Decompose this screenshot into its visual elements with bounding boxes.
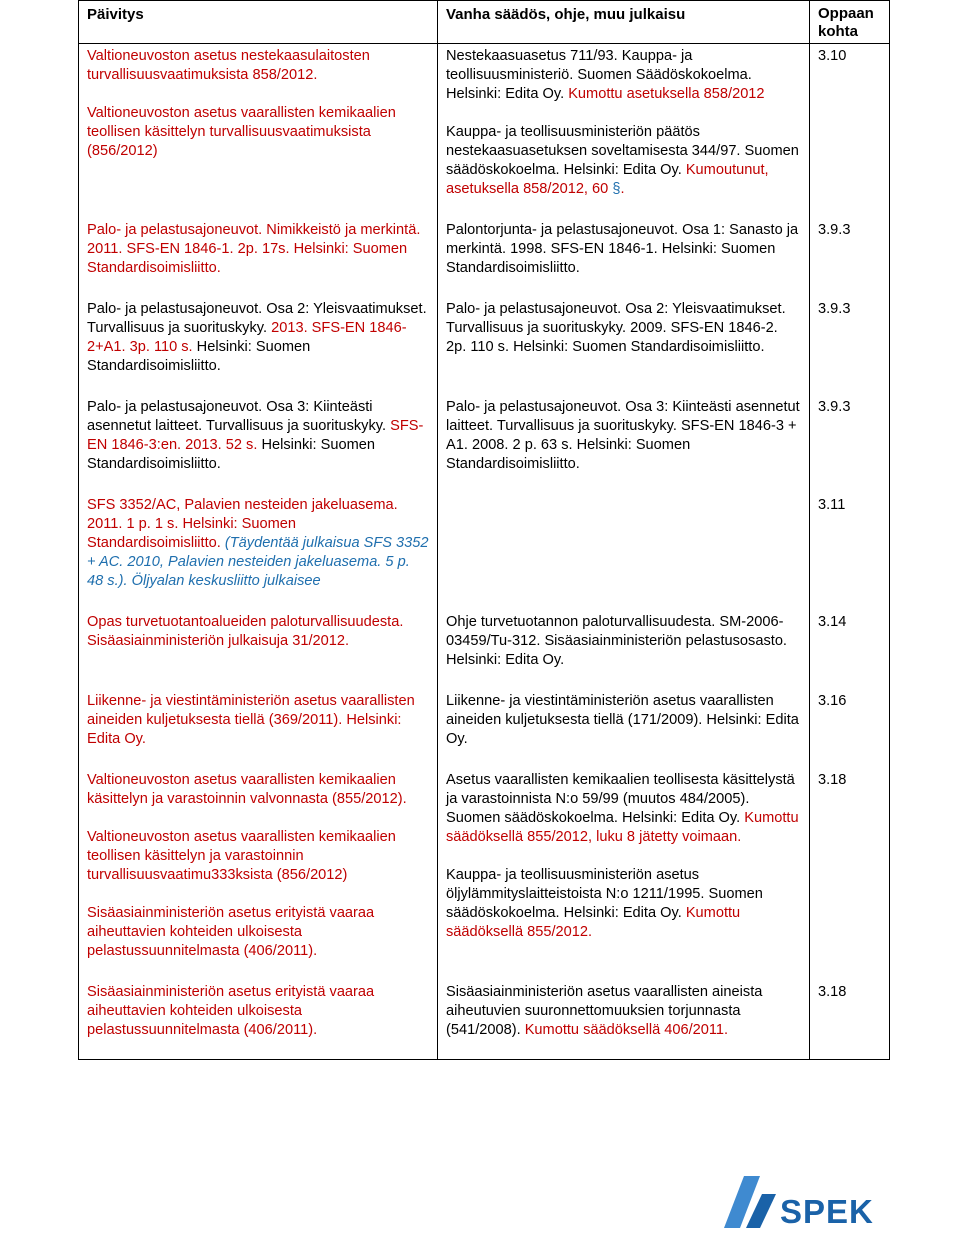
text-segment: Palo- ja pelastusajoneuvot. Osa 2: Yleisvaatimukset. Turvallisuus ja suorituskyky. xyxy=(87,301,427,336)
row-spacer xyxy=(87,961,430,980)
text-segment: Liikenne- ja viestintäministeriön asetus vaarallisten aineiden kuljetuksesta tiellä (171/2009). Helsinki: Edita Oy. xyxy=(446,693,799,747)
old-regulation-cell xyxy=(438,980,810,1060)
reference-entry xyxy=(446,398,802,474)
text-segment: Sisäasiainministeriön asetus erityistä vaaraa aiheuttavien kohteiden ulkoisesta pelastussuunnitelmasta (406/2011). xyxy=(87,905,375,959)
table-row xyxy=(79,44,890,219)
reference-entry xyxy=(446,300,802,357)
text-segment: Palo- ja pelastusajoneuvot. Osa 3: Kiinteästi asennetut laitteet. Turvallisuus ja suorituskyky. xyxy=(87,399,391,434)
table-row xyxy=(79,395,890,493)
text-segment: Öljyalan keskusliitto julkaisee xyxy=(131,573,321,589)
text-segment: Kumoutunut, asetuksella 858/2012, 60 xyxy=(446,162,769,197)
paragraph-gap xyxy=(446,104,802,123)
row-spacer xyxy=(446,942,802,961)
guide-section-cell: 3.9.3 xyxy=(810,297,890,395)
reference-entry xyxy=(446,983,802,1040)
reference-entry xyxy=(446,613,802,670)
table-row xyxy=(79,689,890,768)
row-spacer xyxy=(446,357,802,376)
reference-entry xyxy=(87,104,430,161)
paragraph-gap xyxy=(446,847,802,866)
row-spacer xyxy=(446,670,802,689)
text-segment: Sisäasiainministeriön asetus vaarallisten aineista aiheutuvien suuronnettomuuksien torjunnasta (541/2008). xyxy=(446,984,763,1038)
paragraph-gap xyxy=(87,809,430,828)
text-segment: Opas turvetuotantoalueiden paloturvallisuudesta. Sisäasiainministeriön julkaisuja 31/2012. xyxy=(87,614,404,649)
text-segment: Valtioneuvoston asetus vaarallisten kemikaalien teollisen käsittelyn ja varastoinnin turvallisuusvaatimu333ksista (856/2012) xyxy=(87,829,396,883)
text-segment: Nestekaasuasetus 711/93. Kauppa- ja teollisuusministeriö. Suomen Säädöskokoelma. Helsinki: Edita Oy. xyxy=(446,48,752,102)
header-old-regulation: Vanha säädös, ohje, muu julkaisu xyxy=(438,1,810,44)
spek-logo-mark xyxy=(718,1172,878,1230)
header-updates: Päivitys xyxy=(79,1,438,44)
reference-entry xyxy=(446,771,802,847)
logo-text: SPEK xyxy=(780,1193,874,1230)
text-segment: Kumottu säädöksellä 406/2011. xyxy=(524,1022,729,1038)
spek-logo xyxy=(718,1172,878,1230)
old-regulation-cell xyxy=(438,689,810,768)
text-segment: Kauppa- ja teollisuusministeriön asetus öljylämmityslaitteistoista N:o 1211/1995. Suomen säädöskokoelma. Helsinki: Edita Oy. xyxy=(446,867,763,921)
row-spacer xyxy=(87,591,430,610)
text-segment: Liikenne- ja viestintäministeriön asetus vaarallisten aineiden kuljetuksesta tiellä (369/2011). Helsinki: Edita Oy. xyxy=(87,693,415,747)
reference-entry xyxy=(87,47,430,85)
text-segment: Kumottu säädöksellä 855/2012. xyxy=(446,905,741,940)
header-guide-section: Oppaan kohta xyxy=(810,1,890,44)
guide-section-cell: 3.11 xyxy=(810,493,890,610)
paragraph-gap xyxy=(87,85,430,104)
text-segment: Sisäasiainministeriön asetus erityistä vaaraa aiheuttavien kohteiden ulkoisesta pelastussuunnitelmasta (406/2011). xyxy=(87,984,375,1038)
text-segment: Ohje turvetuotannon paloturvallisuudesta. SM-2006-03459/Tu-312. Sisäasiainministeriön pelastusosasto. Helsinki: Edita Oy. xyxy=(446,614,787,668)
table-row xyxy=(79,297,890,395)
reference-entry xyxy=(87,904,430,961)
row-spacer xyxy=(87,474,430,493)
regulation-table xyxy=(78,0,890,1060)
row-spacer xyxy=(446,278,802,297)
text-segment: Kumottu säädöksellä 855/2012, luku 8 jätetty voimaan. xyxy=(446,810,799,845)
row-spacer xyxy=(446,474,802,493)
reference-entry xyxy=(446,123,802,199)
update-cell xyxy=(79,493,438,610)
guide-section-cell: 3.10 xyxy=(810,44,890,219)
text-segment: Valtioneuvoston asetus vaarallisten kemikaalien teollisen käsittelyn turvallisuusvaatimuksista (856/2012) xyxy=(87,105,396,159)
table-header-row xyxy=(79,1,890,44)
update-cell xyxy=(79,610,438,689)
reference-entry xyxy=(446,866,802,942)
update-cell xyxy=(79,395,438,493)
table-row xyxy=(79,610,890,689)
reference-entry xyxy=(87,300,430,376)
reference-entry xyxy=(87,692,430,749)
paragraph-gap xyxy=(87,885,430,904)
guide-section-cell: 3.9.3 xyxy=(810,218,890,297)
guide-section-cell: 3.18 xyxy=(810,768,890,980)
update-cell xyxy=(79,768,438,980)
text-segment: Helsinki: Suomen Standardisoimisliitto. xyxy=(87,437,376,472)
reference-entry xyxy=(87,771,430,809)
table-row xyxy=(79,493,890,610)
text-segment: SFS-EN 1846-3:en. 2013. 52 s. xyxy=(87,418,424,453)
row-spacer xyxy=(446,1040,802,1059)
reference-entry xyxy=(87,613,430,651)
update-cell xyxy=(79,980,438,1060)
table-body xyxy=(79,44,890,1060)
guide-section-cell: 3.14 xyxy=(810,610,890,689)
old-regulation-cell xyxy=(438,44,810,219)
row-spacer xyxy=(87,1040,430,1059)
reference-entry xyxy=(87,496,430,591)
row-spacer xyxy=(87,376,430,395)
reference-entry xyxy=(446,692,802,749)
update-cell xyxy=(79,689,438,768)
row-spacer xyxy=(87,651,430,670)
text-segment: Palo- ja pelastusajoneuvot. Osa 2: Yleisvaatimukset. Turvallisuus ja suorituskyky. 2009. SFS-EN 1846-2. 2p. 110 s. Helsinki: Suomen Standardisoimisliitto. xyxy=(446,301,786,355)
old-regulation-cell xyxy=(438,768,810,980)
text-segment: Palo- ja pelastusajoneuvot. Osa 3: Kiinteästi asennetut laitteet. Turvallisuus ja suorituskyky. SFS-EN 1846-3 + A1. 2008. 2 p. 63 s. Helsinki: Suomen Standardisoimisliitto. xyxy=(446,399,800,472)
old-regulation-cell xyxy=(438,610,810,689)
update-cell xyxy=(79,44,438,219)
row-spacer xyxy=(446,496,802,515)
row-spacer xyxy=(446,749,802,768)
reference-entry xyxy=(87,828,430,885)
text-segment: 2013. SFS-EN 1846-2+A1. 3p. 110 s. xyxy=(87,320,407,355)
update-cell xyxy=(79,218,438,297)
text-segment: (Täydentää julkaisua SFS 3352 + AC. 2010, Palavien nesteiden jakeluasema. 5 p. 48 s.). xyxy=(87,535,429,589)
guide-section-cell: 3.18 xyxy=(810,980,890,1060)
row-spacer xyxy=(87,749,430,768)
text-segment: . xyxy=(620,181,625,197)
old-regulation-cell xyxy=(438,297,810,395)
text-segment: Palontorjunta- ja pelastusajoneuvot. Osa 1: Sanasto ja merkintä. 1998. SFS-EN 1846-1. Helsinki: Suomen Standardisoimisliitto. xyxy=(446,222,799,276)
update-cell xyxy=(79,297,438,395)
table-row xyxy=(79,768,890,980)
text-segment: Valtioneuvoston asetus vaarallisten kemikaalien käsittelyn ja varastoinnin valvonnasta (855/2012). xyxy=(87,772,407,807)
text-segment: Asetus vaarallisten kemikaalien teollisesta käsittelystä ja varastoinnista N:o 59/99 (muutos 484/2005). Suomen säädöskokoelma. Helsinki: Edita Oy. xyxy=(446,772,795,826)
text-segment: Kauppa- ja teollisuusministeriön päätös nestekaasuasetuksen soveltamisesta 344/97. Suomen säädöskokoelma. Helsinki: Edita Oy. xyxy=(446,124,799,178)
text-segment: § xyxy=(612,181,621,197)
row-spacer xyxy=(87,161,430,180)
reference-entry xyxy=(446,221,802,278)
text-segment: Helsinki: Suomen Standardisoimisliitto. xyxy=(87,339,311,374)
old-regulation-cell xyxy=(438,218,810,297)
text-segment: Palo- ja pelastusajoneuvot. Nimikkeistö ja merkintä. 2011. SFS-EN 1846-1. 2p. 17s. Helsinki: Suomen Standardisoimisliitto. xyxy=(87,222,421,276)
reference-entry xyxy=(87,221,430,278)
reference-entry xyxy=(446,47,802,104)
text-segment: Kumottu asetuksella 858/2012 xyxy=(568,86,765,102)
old-regulation-cell xyxy=(438,395,810,493)
table-row xyxy=(79,218,890,297)
reference-entry xyxy=(87,398,430,474)
text-segment: Valtioneuvoston asetus nestekaasulaitosten turvallisuusvaatimuksista 858/2012. xyxy=(87,48,370,83)
row-spacer xyxy=(87,278,430,297)
table-row xyxy=(79,980,890,1060)
old-regulation-cell xyxy=(438,493,810,610)
guide-section-cell: 3.9.3 xyxy=(810,395,890,493)
guide-section-cell: 3.16 xyxy=(810,689,890,768)
reference-entry xyxy=(87,983,430,1040)
row-spacer xyxy=(446,199,802,218)
text-segment: SFS 3352/AC, Palavien nesteiden jakeluasema. 2011. 1 p. 1 s. Helsinki: Suomen Standardisoimisliitto. xyxy=(87,497,398,551)
